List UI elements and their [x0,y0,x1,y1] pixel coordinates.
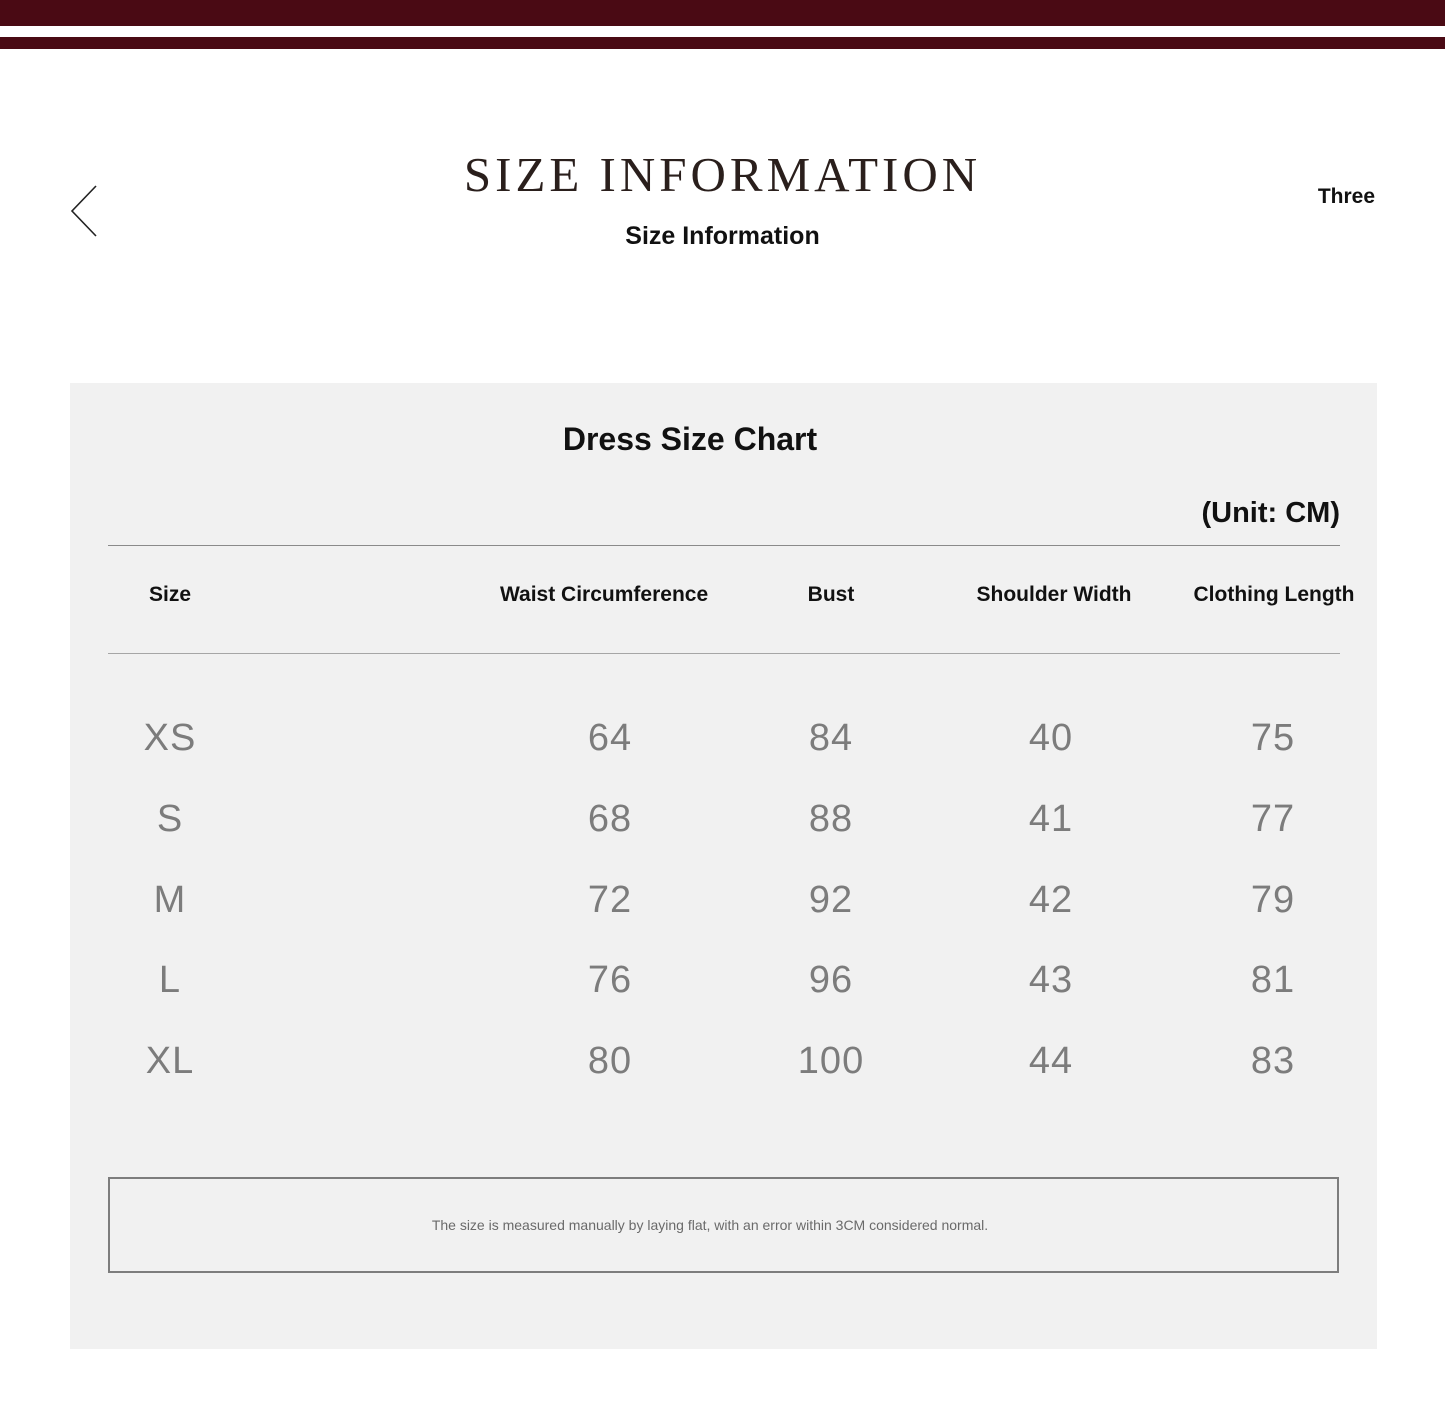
table-cell-shoulder: 42 [1028,879,1074,921]
table-cell-length: 77 [1250,798,1296,840]
table-cell-length: 81 [1250,959,1296,1001]
table-cell-size: L [158,959,182,1001]
page-title: SIZE INFORMATION [463,147,982,202]
chart-title: Dress Size Chart [562,421,818,457]
table-cell-waist: 80 [587,1040,633,1082]
table-cell-shoulder: 41 [1028,798,1074,840]
column-header-shoulder: Shoulder Width [976,583,1132,606]
size-chart-panel [70,383,1377,1349]
table-cell-shoulder: 43 [1028,959,1074,1001]
unit-label: (Unit: CM) [1201,497,1340,529]
measurement-note-box [108,1177,1339,1273]
table-cell-bust: 88 [808,798,854,840]
column-header-size: Size [148,583,192,606]
table-cell-bust: 92 [808,879,854,921]
table-cell-bust: 84 [808,717,854,759]
page-number-label: Three [1317,185,1375,208]
table-cell-bust: 96 [808,959,854,1001]
table-cell-shoulder: 40 [1028,717,1074,759]
table-cell-size: M [153,879,187,921]
table-cell-length: 79 [1250,879,1296,921]
table-cell-waist: 64 [587,717,633,759]
column-header-length: Clothing Length [1193,583,1355,606]
table-cell-size: XL [145,1040,195,1082]
top-stripe-thin [0,37,1445,49]
header-top-divider [108,545,1340,546]
column-header-bust: Bust [807,583,855,606]
table-cell-waist: 72 [587,879,633,921]
table-cell-length: 75 [1250,717,1296,759]
table-cell-shoulder: 44 [1028,1040,1074,1082]
table-cell-size: XS [143,717,197,759]
page-subtitle: Size Information [625,222,820,250]
top-stripe [0,0,1445,26]
header-bottom-divider [108,653,1340,654]
table-cell-length: 83 [1250,1040,1296,1082]
table-cell-bust: 100 [797,1040,865,1082]
table-cell-waist: 68 [587,798,633,840]
column-header-waist: Waist Circumference [500,583,709,606]
table-cell-waist: 76 [587,959,633,1001]
measurement-note-text: The size is measured manually by laying flat, with an error within 3CM considered normal. [431,1217,989,1233]
table-cell-size: S [156,798,184,840]
